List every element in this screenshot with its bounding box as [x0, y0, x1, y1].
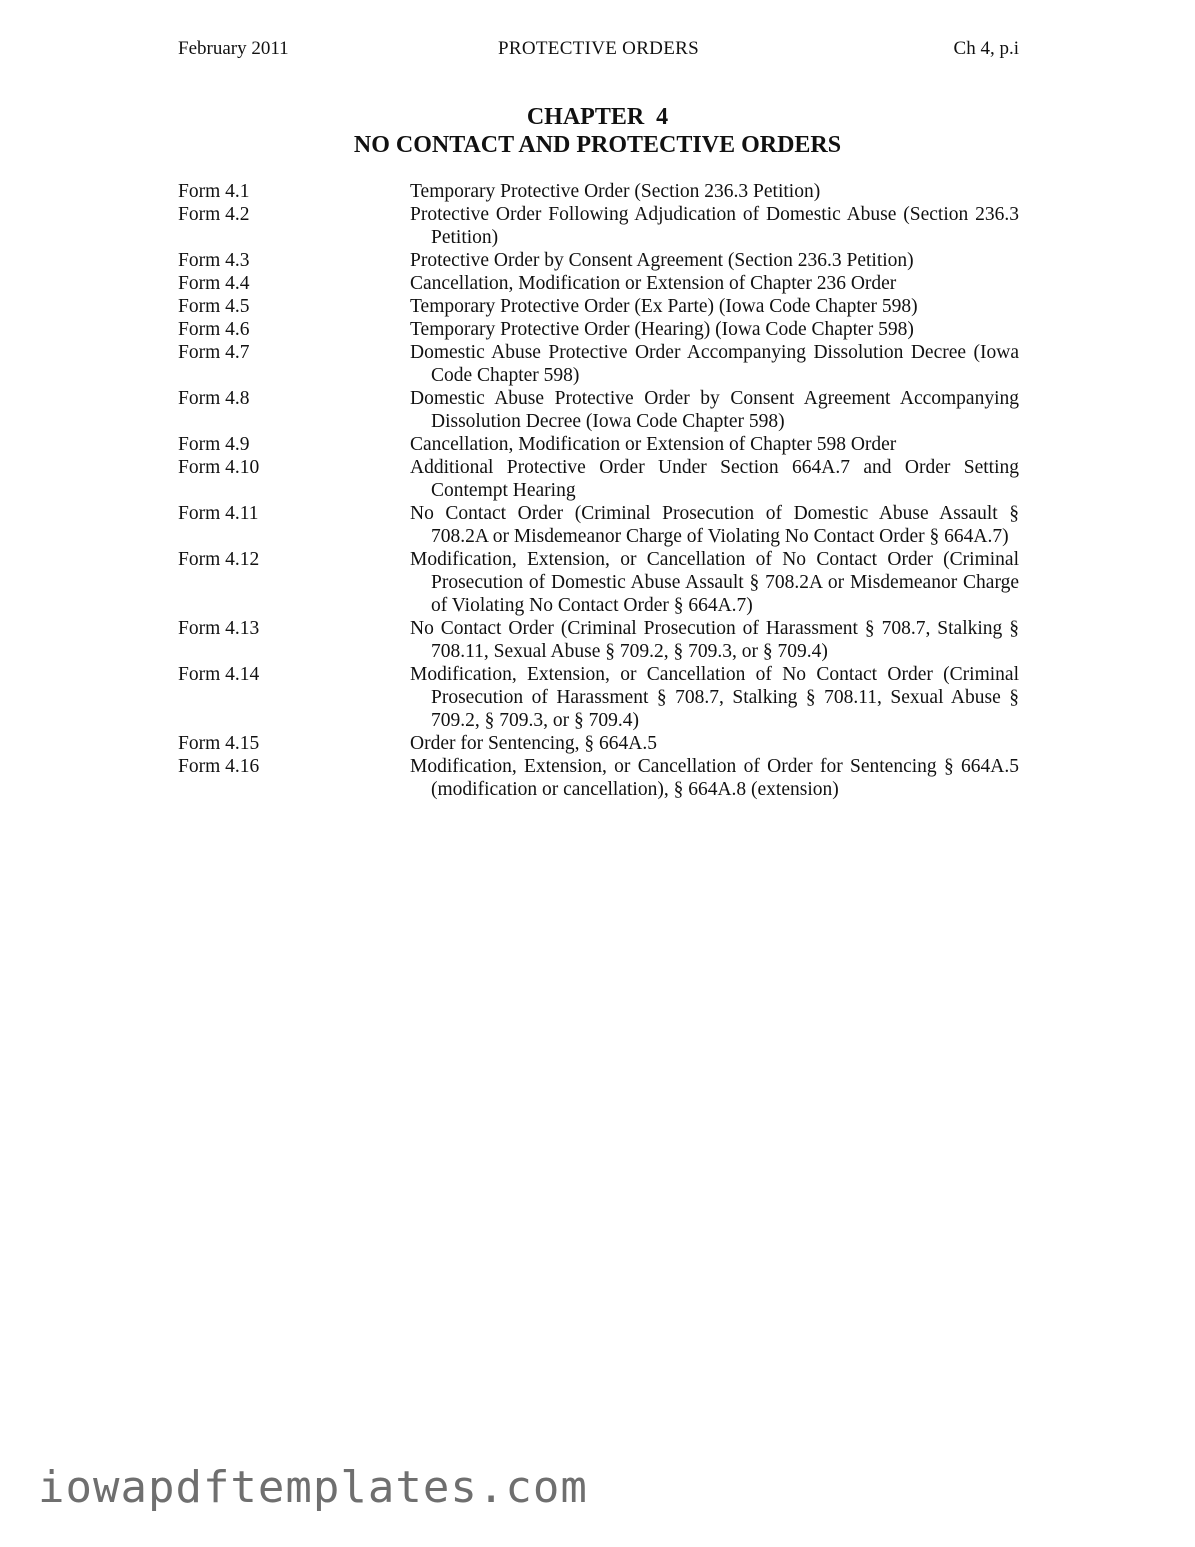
form-title: Modification, Extension, or Cancellation of No Contact Order (Criminal Prosecution of Domestic Abuse Assault § 708.2A or Misdemeanor Charge of Violating No Contact Order § 664A.7) — [410, 549, 1019, 616]
form-title: Protective Order by Consent Agreement (Section 236.3 Petition) — [410, 250, 914, 271]
toc-entry — [178, 295, 1019, 318]
toc-entry — [178, 548, 1019, 617]
toc-entry — [178, 755, 1019, 801]
form-number: Form 4.5 — [178, 296, 250, 317]
forms-table-of-contents — [178, 180, 1019, 801]
form-title: Domestic Abuse Protective Order by Consent Agreement Accompanying Dissolution Decree (Iowa Code Chapter 598) — [410, 388, 1019, 432]
header-section-title: PROTECTIVE ORDERS — [498, 38, 699, 59]
form-title: Order for Sentencing, § 664A.5 — [410, 733, 657, 754]
form-title: Temporary Protective Order (Hearing) (Iowa Code Chapter 598) — [410, 319, 914, 340]
toc-entry — [178, 502, 1019, 548]
toc-entry — [178, 272, 1019, 295]
form-title: Protective Order Following Adjudication of Domestic Abuse (Section 236.3 Petition) — [410, 204, 1019, 248]
form-number: Form 4.14 — [178, 664, 260, 685]
toc-entry — [178, 341, 1019, 387]
form-number: Form 4.9 — [178, 434, 250, 455]
form-title: No Contact Order (Criminal Prosecution of Domestic Abuse Assault § 708.2A or Misdemeanor Charge of Violating No Contact Order § 664A.7) — [410, 503, 1019, 547]
form-number: Form 4.13 — [178, 618, 260, 639]
form-title: Cancellation, Modification or Extension of Chapter 598 Order — [410, 434, 897, 455]
chapter-title: NO CONTACT AND PROTECTIVE ORDERS — [353, 132, 842, 158]
chapter-heading — [0, 103, 1195, 159]
toc-entry — [178, 663, 1019, 732]
form-number: Form 4.8 — [178, 388, 250, 409]
form-number: Form 4.7 — [178, 342, 250, 363]
toc-entry — [178, 617, 1019, 663]
chapter-number: CHAPTER 4 — [526, 104, 669, 130]
toc-entry — [178, 203, 1019, 249]
toc-entry — [178, 180, 1019, 203]
form-title: Temporary Protective Order (Ex Parte) (Iowa Code Chapter 598) — [410, 296, 918, 317]
header-page-number: Ch 4, p.i — [953, 38, 1019, 59]
form-number: Form 4.15 — [178, 733, 260, 754]
form-number: Form 4.6 — [178, 319, 250, 340]
watermark: iowapdftemplates.com — [38, 1462, 588, 1513]
toc-entry — [178, 249, 1019, 272]
form-number: Form 4.2 — [178, 204, 250, 225]
toc-entry — [178, 433, 1019, 456]
form-number: Form 4.1 — [178, 181, 250, 202]
form-title: No Contact Order (Criminal Prosecution of Harassment § 708.7, Stalking § 708.11, Sexual Abuse § 709.2, § 709.3, or § 709.4) — [410, 618, 1019, 662]
form-title: Domestic Abuse Protective Order Accompanying Dissolution Decree (Iowa Code Chapter 598) — [410, 342, 1019, 386]
form-number: Form 4.10 — [178, 457, 260, 478]
toc-entry — [178, 387, 1019, 433]
form-title: Cancellation, Modification or Extension of Chapter 236 Order — [410, 273, 897, 294]
header-date: February 2011 — [178, 38, 289, 59]
form-number: Form 4.11 — [178, 503, 259, 524]
form-number: Form 4.16 — [178, 756, 260, 777]
toc-entry — [178, 318, 1019, 341]
form-number: Form 4.4 — [178, 273, 250, 294]
form-number: Form 4.12 — [178, 549, 260, 570]
form-title: Temporary Protective Order (Section 236.3 Petition) — [410, 181, 821, 202]
form-title: Additional Protective Order Under Section 664A.7 and Order Setting Contempt Hearing — [410, 457, 1019, 501]
form-number: Form 4.3 — [178, 250, 250, 271]
form-title: Modification, Extension, or Cancellation of No Contact Order (Criminal Prosecution of Harassment § 708.7, Stalking § 708.11, Sexual Abuse § 709.2, § 709.3, or § 709.4) — [410, 664, 1019, 731]
toc-entry — [178, 456, 1019, 502]
toc-entry — [178, 732, 1019, 755]
form-title: Modification, Extension, or Cancellation of Order for Sentencing § 664A.5 (modification or cancellation), § 664A.8 (extension) — [410, 756, 1019, 800]
running-header — [178, 38, 1019, 64]
